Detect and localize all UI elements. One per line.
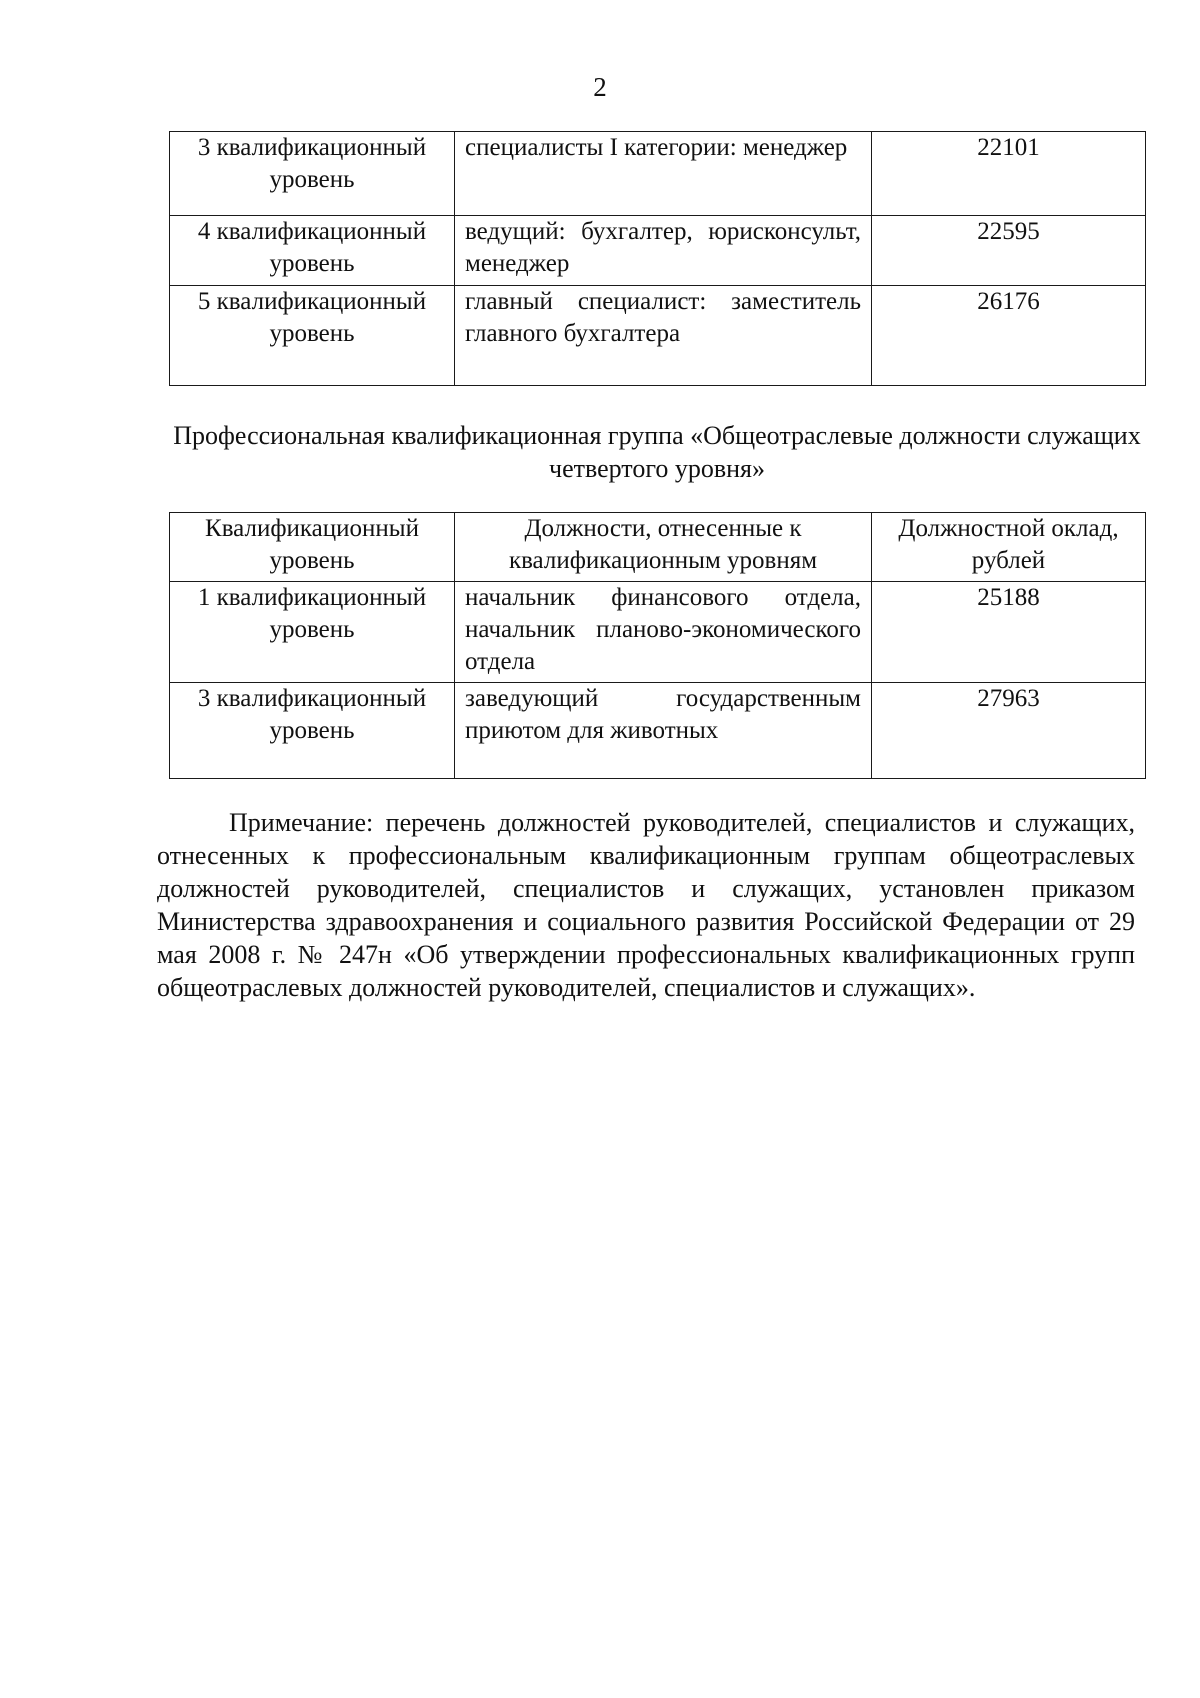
table-row xyxy=(170,286,1146,386)
level-cell: 3 квалификационный уровень xyxy=(170,132,455,216)
note-paragraph: Примечание: перечень должностей руководителей, специалистов и служащих, отнесенных к профессиональным квалификационным группам общеотраслевых должностей руководителей, специалистов и служащих, установлен приказом Министерства здравоохранения и социального развития Российской Федерации от 29 мая 2008 г. № 247н «Об утверждении профессиональных квалификационных групп общеотраслевых должностей руководителей, специалистов и служащих». xyxy=(157,808,1135,1002)
salary-cell: 25188 xyxy=(872,582,1146,683)
level-cell: 1 квалификационный уровень xyxy=(170,582,455,683)
positions-cell: главный специалист: заместитель главного бухгалтера xyxy=(455,286,872,386)
table-header-row xyxy=(170,513,1146,582)
positions-cell: начальник финансового отдела, начальник планово-экономического отдела xyxy=(455,582,872,683)
positions-cell: заведующий государственным приютом для животных xyxy=(455,683,872,779)
header-level: Квалификационный уровень xyxy=(170,513,455,582)
table-row xyxy=(170,582,1146,683)
page-number: 2 xyxy=(593,72,607,102)
group-title: Профессиональная квалификационная группа «Общеотраслевые должности служащих четвертого уровня» xyxy=(173,421,1141,483)
positions-cell: специалисты I категории: менеджер xyxy=(455,132,872,216)
level-cell: 4 квалификационный уровень xyxy=(170,216,455,286)
salary-cell: 26176 xyxy=(872,286,1146,386)
salary-cell: 27963 xyxy=(872,683,1146,779)
table-row xyxy=(170,216,1146,286)
salary-table-group4 xyxy=(169,512,1146,779)
level-cell: 3 квалификационный уровень xyxy=(170,683,455,779)
salary-cell: 22101 xyxy=(872,132,1146,216)
header-positions: Должности, отнесенные к квалификационным уровням xyxy=(455,513,872,582)
header-salary: Должностной оклад, рублей xyxy=(872,513,1146,582)
table-row xyxy=(170,683,1146,779)
positions-cell: ведущий: бухгалтер, юрисконсульт, менеджер xyxy=(455,216,872,286)
salary-cell: 22595 xyxy=(872,216,1146,286)
salary-table-continued xyxy=(169,131,1146,386)
level-cell: 5 квалификационный уровень xyxy=(170,286,455,386)
table-row xyxy=(170,132,1146,216)
